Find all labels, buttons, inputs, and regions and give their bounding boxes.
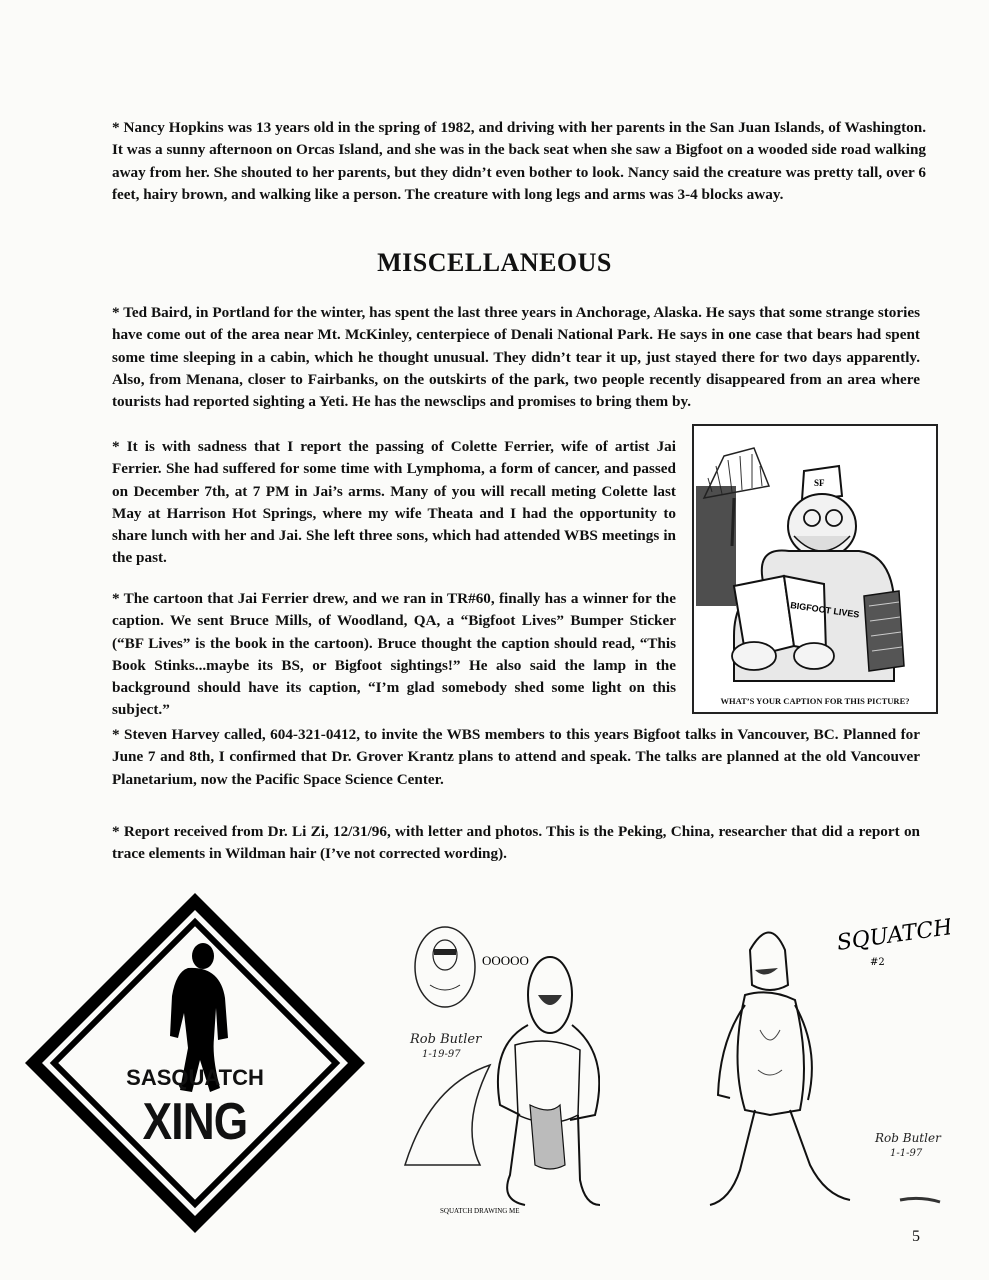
drawing-credit: SQUATCH DRAWING ME [440, 1207, 520, 1215]
artist-signature: Rob Butler [410, 1032, 482, 1047]
paragraph-ted-baird: * Ted Baird, in Portland for the winter, has spent the last three years in Anchorage, Alaska. He says that some strange stories have come out of the area near Mt. McKinley, centerpiece of Denali National Park. He says in one case that bears had spent some time sleeping in a cabin, which he thought unusual. They didn’t tear it up, just stayed there for two days apparently. Also, from Menana, closer to Fairbanks, on the outskirts of the park, two people recently disappeared from an area where tourists had reported sighting a Yeti. He has the newsclips and promises to bring them by. [112, 304, 920, 411]
paragraph-colette-ferrier: * It is with sadness that I report the passing of Colette Ferrier, wife of artist Jai Ferrier. She had suffered for some time with Lymphoma, a form of cancer, and passed on December 7th, at 7 PM in Jai’s arms. Many of you will recall meting Colette last May at Harrison Hot Springs, where my wife Theata and I had the opportunity to share lunch with her and Jai. She left three sons, which had attended WBS meetings in the past. [112, 438, 676, 567]
artist-signature-right: Rob Butler [875, 1131, 941, 1145]
sasquatch-crossing-sign [20, 888, 370, 1238]
page-number: 5 [912, 1228, 920, 1245]
paragraph-cartoon-caption-winner: * The cartoon that Jai Ferrier drew, and we ran in TR#60, finally has a winner for the caption. We sent Bruce Mills, of Woodland, QA, a “Bigfoot Lives” Bumper Sticker (“BF Lives” is the book in the cartoon). Bruce thought the caption should read, “This Book Stinks...maybe its BS, or Bigfoot sightings!” He also said the lamp in the background should have its caption, “I’m glad somebody shed some light on this subject.” [112, 590, 676, 719]
paragraph-steven-harvey: * Steven Harvey called, 604-321-0412, to invite the WBS members to this years Bigfoot talks in Vancouver, BC. Planned for June 7 and 8th, I confirmed that Dr. Grover Krantz plans to attend and speak. The talks are planned at the old Vancouver Planetarium, now the Pacific Space Science Center. [112, 726, 920, 788]
drawing-date: 1-19-97 [422, 1049, 461, 1060]
seated-sasquatch-icon [400, 915, 600, 1220]
standing-sasquatch-drawing [700, 910, 950, 1215]
paragraph-nancy-hopkins: * Nancy Hopkins was 13 years old in the spring of 1982, and driving with her parents in the San Juan Islands, of Washington. It was a sunny afternoon on Orcas Island, and she was in the back seat when she saw a Bigfoot on a wooded side road walking away from her. She shouted to her parents, but they didn’t even bother to look. Nancy said the creature was pretty tall, over 6 feet, hairy brown, and walking like a person. The creature with long legs and arms was 3-4 blocks away. [112, 119, 926, 203]
paragraph-li-zi: * Report received from Dr. Li Zi, 12/31/96, with letter and photos. This is the Peking, China, researcher that did a report on trace elements in Wildman hair (I’ve not corrected wording). [112, 823, 920, 863]
seated-sasquatch-drawing [400, 915, 600, 1220]
bigfoot-reading-cartoon [694, 426, 936, 696]
sign-line-xing: XING [142, 1093, 248, 1151]
sign-diamond-shape [20, 888, 370, 1238]
standing-sasquatch-icon [700, 910, 950, 1215]
sign-line-sasquatch: SASQUATCH [126, 1065, 264, 1090]
squatch-title: SQUATCH [835, 914, 950, 956]
svg-text:SF: SF [814, 478, 825, 488]
section-title: MISCELLANEOUS [377, 248, 612, 277]
book-title: BIGFOOT LIVES [789, 600, 860, 620]
cartoon-caption: WHAT’S YOUR CAPTION FOR THIS PICTURE? [720, 696, 910, 706]
drawing-date-right: 1-1-97 [890, 1148, 923, 1159]
thought-oooo: OOOOO [482, 953, 529, 968]
squatch-number: #2 [870, 957, 885, 968]
cartoon-illustration [692, 424, 938, 714]
